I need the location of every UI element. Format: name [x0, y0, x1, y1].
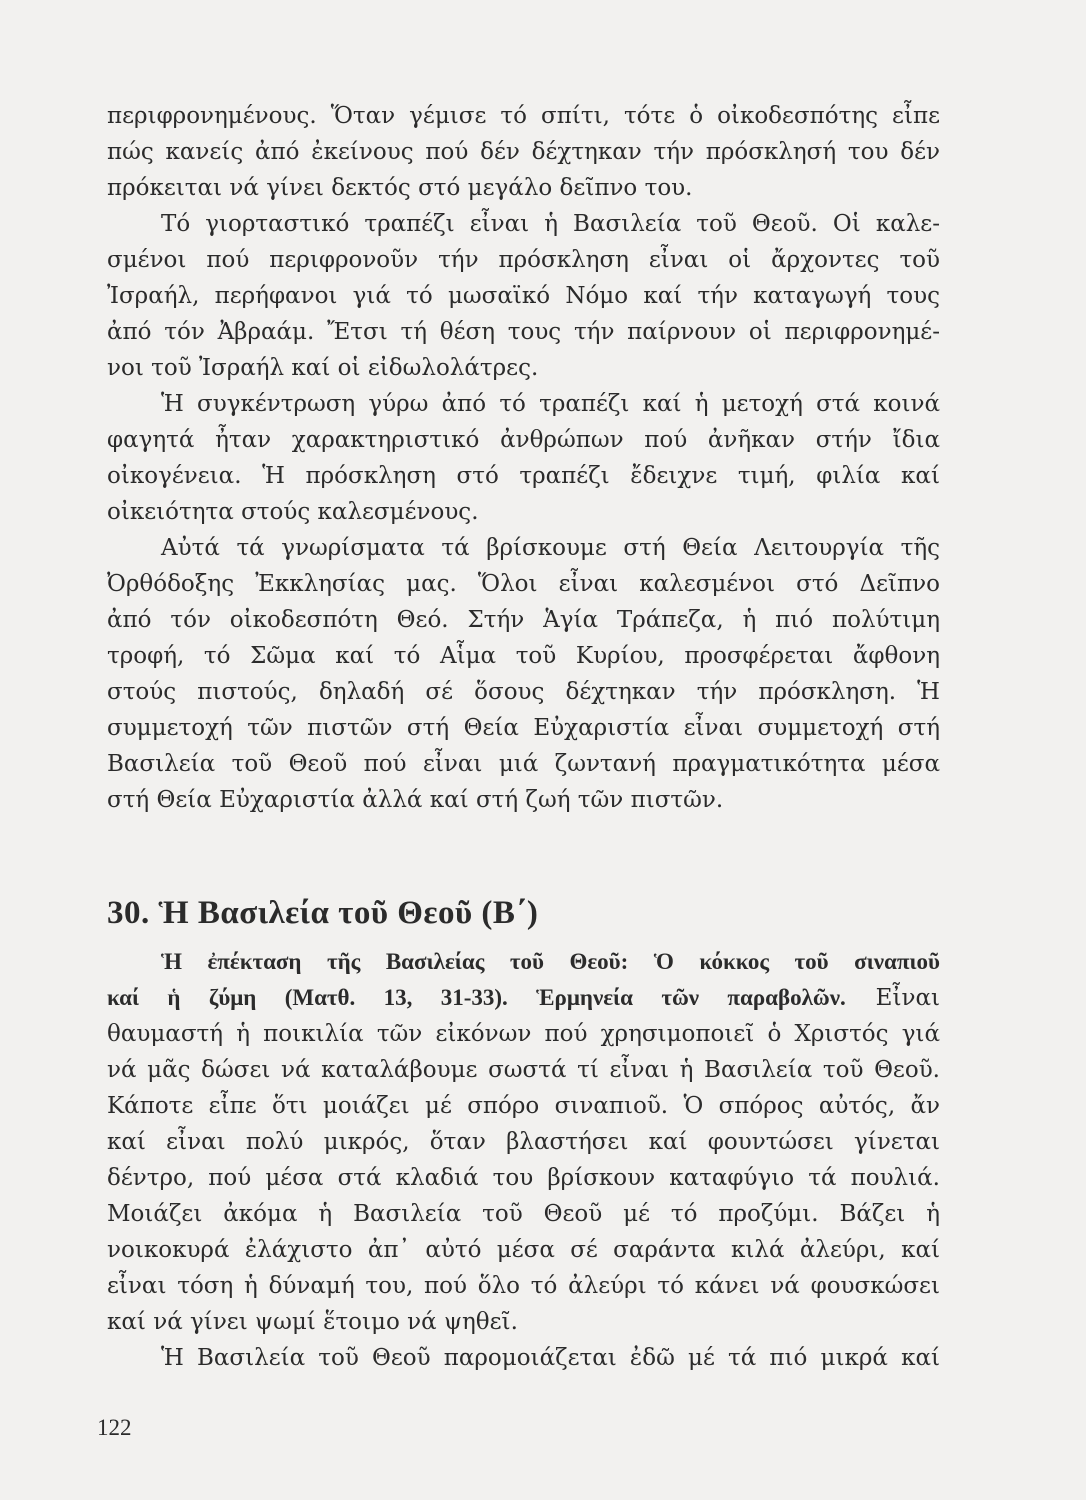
text-line: ἀπό τόν οἰκοδεσπότη Θεό. Στήν Ἁγία Τράπεζα, ἡ πιό πολύτιμη [107, 607, 940, 633]
page-number: 122 [97, 1415, 132, 1440]
text-line: Βασιλεία τοῦ Θεοῦ πού εἶναι μιά ζωντανή πραγματικότητα μέσα [107, 751, 940, 777]
text-line: σμένοι πού περιφρονοῦν τήν πρόσκληση εἶναι οἱ ἄρχοντες τοῦ [107, 247, 940, 273]
text-line: Ἡ Βασιλεία τοῦ Θεοῦ παρομοιάζεται ἐδῶ μέ τά πιό μικρά καί [161, 1345, 940, 1371]
text-line: πρόκειται νά γίνει δεκτός στό μεγάλο δεῖπνο του. [107, 175, 693, 201]
text-line: πώς κανείς ἀπό ἐκείνους πού δέν δέχτηκαν τήν πρόσκλησή του δέν [107, 139, 940, 165]
text-line: φαγητά ἦταν χαρακτηριστικό ἀνθρώπων πού ἀνῆκαν στήν ἴδια [107, 427, 940, 453]
text-line: θαυμαστή ἡ ποικιλία τῶν εἰκόνων πού χρησιμοποιεῖ ὁ Χριστός γιά [107, 1021, 940, 1047]
text-line: ἀπό τόν Ἀβραάμ. Ἔτσι τή θέση τους τήν παίρνουν οἱ περιφρονημέ- [107, 319, 940, 345]
mixed-subtitle-line [107, 980, 940, 1016]
text-line: καί εἶναι πολύ μικρός, ὅταν βλαστήσει καί φουντώσει γίνεται [107, 1129, 940, 1155]
text-line: δέντρο, πού μέσα στά κλαδιά του βρίσκουν καταφύγιο τά πουλιά. [107, 1165, 940, 1191]
text-line: οἰκειότητα στούς καλεσμένους. [107, 499, 479, 525]
text-line: στή Θεία Εὐχαριστία ἀλλά καί στή ζωή τῶν πιστῶν. [107, 787, 724, 813]
text-line: Ἡ συγκέντρωση γύρω ἀπό τό τραπέζι καί ἡ μετοχή στά κοινά [161, 391, 940, 417]
text-line: Αὐτά τά γνωρίσματα τά βρίσκουμε στή Θεία Λειτουργία τῆς [161, 535, 940, 561]
text-line: νά μᾶς δώσει νά καταλάβουμε σωστά τί εἶναι ἡ Βασιλεία τοῦ Θεοῦ. [107, 1057, 940, 1083]
text-line: οἰκογένεια. Ἡ πρόσκληση στό τραπέζι ἔδειχνε τιμή, φιλία καί [107, 463, 940, 489]
text-line: νοι τοῦ Ἰσραήλ καί οἱ εἰδωλολάτρες. [107, 355, 539, 381]
text-fragment: Εἶναι [845, 985, 940, 1011]
text-line: Κάποτε εἶπε ὅτι μοιάζει μέ σπόρο σιναπιοῦ. Ὁ σπόρος αὐτός, ἄν [107, 1093, 940, 1119]
text-line: Ἰσραήλ, περήφανοι γιά τό μωσαϊκό Νόμο καί τήν καταγωγή τους [107, 283, 940, 309]
bold-subtitle-line: καί ἡ ζύμη (Ματθ. 13, 31-33). Ἑρμηνεία τῶν παραβολῶν. [107, 985, 846, 1010]
text-line: τροφή, τό Σῶμα καί τό Αἷμα τοῦ Κυρίου, προσφέρεται ἄφθονη [107, 643, 940, 669]
text-line: συμμετοχή τῶν πιστῶν στή Θεία Εὐχαριστία εἶναι συμμετοχή στή [107, 715, 940, 741]
text-line: καί νά γίνει ψωμί ἕτοιμο νά ψηθεῖ. [107, 1309, 518, 1335]
text-line: Μοιάζει ἀκόμα ἡ Βασιλεία τοῦ Θεοῦ μέ τό προζύμι. Βάζει ἡ [107, 1201, 940, 1227]
text-line: εἶναι τόση ἡ δύναμή του, πού ὅλο τό ἀλεύρι τό κάνει νά φουσκώσει [107, 1273, 940, 1299]
text-line: περιφρονημένους. Ὅταν γέμισε τό σπίτι, τότε ὁ οἰκοδεσπότης εἶπε [107, 103, 940, 129]
section-heading: 30. Ἡ Βασιλεία τοῦ Θεοῦ (Β΄) [107, 895, 539, 931]
text-line: νοικοκυρά ἐλάχιστο ἀπ᾽ αὐτό μέσα σέ σαράντα κιλά ἀλεύρι, καί [107, 1237, 940, 1263]
text-line: Ὀρθόδοξης Ἐκκλησίας μας. Ὅλοι εἶναι καλεσμένοι στό Δεῖπνο [107, 571, 940, 597]
bold-subtitle-line: Ἡ ἐπέκταση τῆς Βασιλείας τοῦ Θεοῦ: Ὁ κόκκος τοῦ σιναπιοῦ [161, 949, 940, 974]
text-line: στούς πιστούς, δηλαδή σέ ὅσους δέχτηκαν τήν πρόσκληση. Ἡ [107, 679, 940, 705]
text-line: Τό γιορταστικό τραπέζι εἶναι ἡ Βασιλεία τοῦ Θεοῦ. Οἱ καλε- [161, 211, 940, 237]
